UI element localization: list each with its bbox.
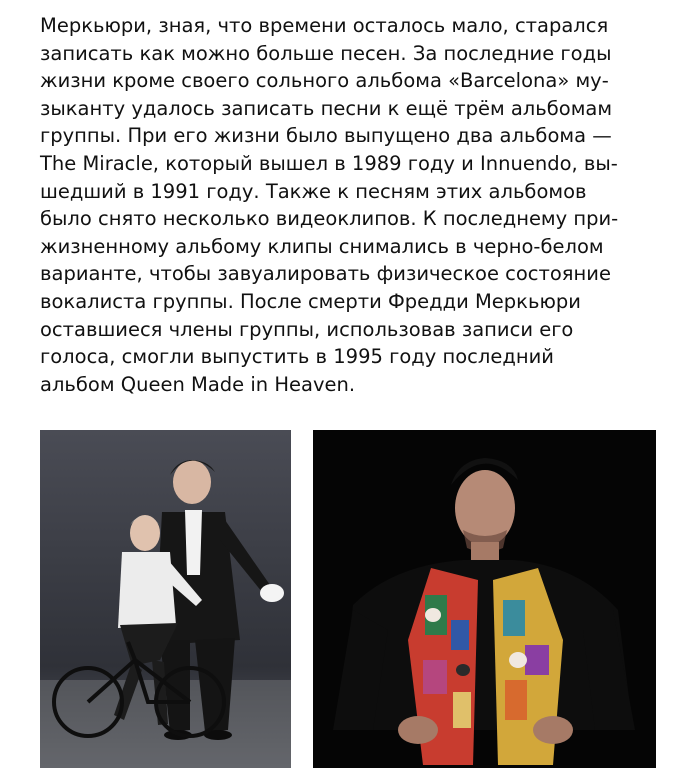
portrait-photo-cat-vest — [313, 430, 656, 768]
band-photo-illustration — [40, 430, 291, 768]
article-line: вокалиста группы. После смерти Фредди Меркьюри — [40, 289, 581, 313]
article-line: оставшиеся члены группы, использовав записи его — [40, 317, 574, 341]
article-line: альбом Queen Made in Heaven. — [40, 372, 356, 396]
article-line: варианте, чтобы завуалировать физическое состояние — [40, 262, 611, 286]
portrait-photo-illustration — [313, 430, 656, 768]
article-line: жизни кроме своего сольного альбома «Barcelona» му- — [40, 69, 609, 93]
article-line: голоса, смогли выпустить в 1995 году последний — [40, 345, 554, 369]
article-line: The Miracle, который вышел в 1989 году и Innuendo, вы- — [40, 151, 618, 175]
article-text — [40, 12, 670, 398]
article-line: Меркьюри, зная, что времени осталось мало, старался — [40, 14, 609, 37]
article-line: записать как можно больше песен. За последние годы — [40, 41, 612, 65]
article-line: группы. При его жизни было выпущено два альбома — — [40, 124, 612, 148]
article-line: было снято несколько видеоклипов. К последнему при- — [40, 207, 619, 231]
band-photo-bicycle — [40, 430, 291, 768]
article-line: зыканту удалось записать песни к ещё трём альбомам — [40, 96, 613, 120]
article-line: шедший в 1991 году. Также к песням этих альбомов — [40, 179, 587, 203]
article-line: жизненному альбому клипы снимались в черно-белом — [40, 234, 604, 258]
